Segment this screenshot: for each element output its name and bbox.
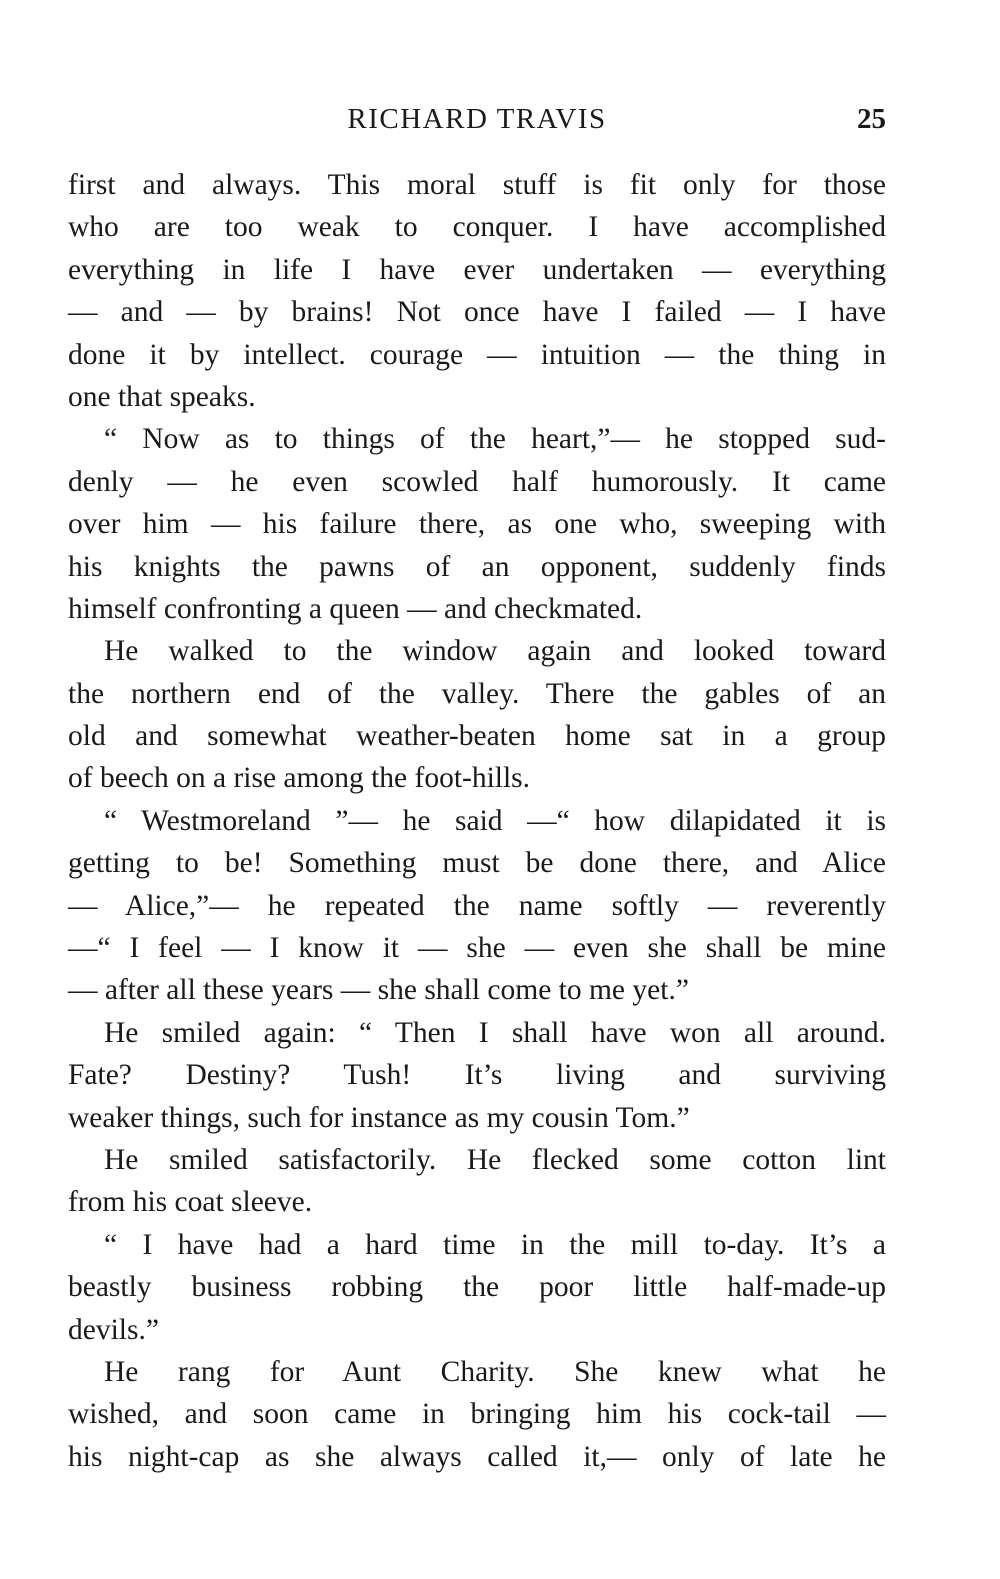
text-line: Fate? Destiny? Tush! It’s living and surviving [68,1059,886,1092]
text-line: He walked to the window again and looked toward [104,635,886,668]
text-line: his knights the pawns of an opponent, suddenly finds [68,550,886,583]
text-line: “ Westmoreland ”— he said —“ how dilapidated it is [104,804,886,837]
text-line: himself confronting a queen — and checkmated. [68,592,643,625]
text-line: from his coat sleeve. [68,1186,313,1219]
text-line: wished, and soon came in bringing him his cock-tail — [68,1398,886,1431]
page-number: 25 [857,103,886,135]
text-line: one that speaks. [68,380,256,413]
text-line: “ I have had a hard time in the mill to-day. It’s a [104,1228,886,1261]
text-line: everything in life I have ever undertaken — everything [68,253,886,286]
text-line: getting to be! Something must be done there, and Alice [68,847,886,880]
body-text [68,164,886,1478]
text-line: — after all these years — she shall come to me yet.” [68,974,689,1007]
running-title: RICHARD TRAVIS [347,103,607,135]
text-line: old and somewhat weather-beaten home sat in a group [68,720,886,753]
text-line: —“ I feel — I know it — she — even she shall be mine [68,932,886,965]
text-line: He smiled satisfactorily. He flecked some cotton lint [104,1143,886,1176]
text-line: weaker things, such for instance as my cousin Tom.” [68,1101,690,1134]
text-line: his night-cap as she always called it,— only of late he [68,1440,886,1473]
text-line: — Alice,”— he repeated the name softly — reverently [68,889,886,922]
text-line: the northern end of the valley. There the gables of an [68,677,886,710]
text-line: devils.” [68,1313,159,1346]
text-line: denly — he even scowled half humorously. It came [68,465,886,498]
text-line: He smiled again: “ Then I shall have won all around. [104,1016,886,1049]
text-line: “ Now as to things of the heart,”— he stopped sud- [104,423,886,456]
text-line: of beech on a rise among the foot-hills. [68,762,531,795]
text-line: beastly business robbing the poor little half-made-up [68,1271,886,1304]
text-line: over him — his failure there, as one who, sweeping with [68,508,886,541]
text-line: who are too weak to conquer. I have accomplished [68,211,886,244]
page-header [68,103,886,143]
text-line: first and always. This moral stuff is fit only for those [68,169,886,201]
text-line: done it by intellect. courage — intuition — the thing in [68,338,886,371]
text-line: He rang for Aunt Charity. She knew what he [104,1355,886,1388]
text-line: — and — by brains! Not once have I failed — I have [68,296,886,329]
